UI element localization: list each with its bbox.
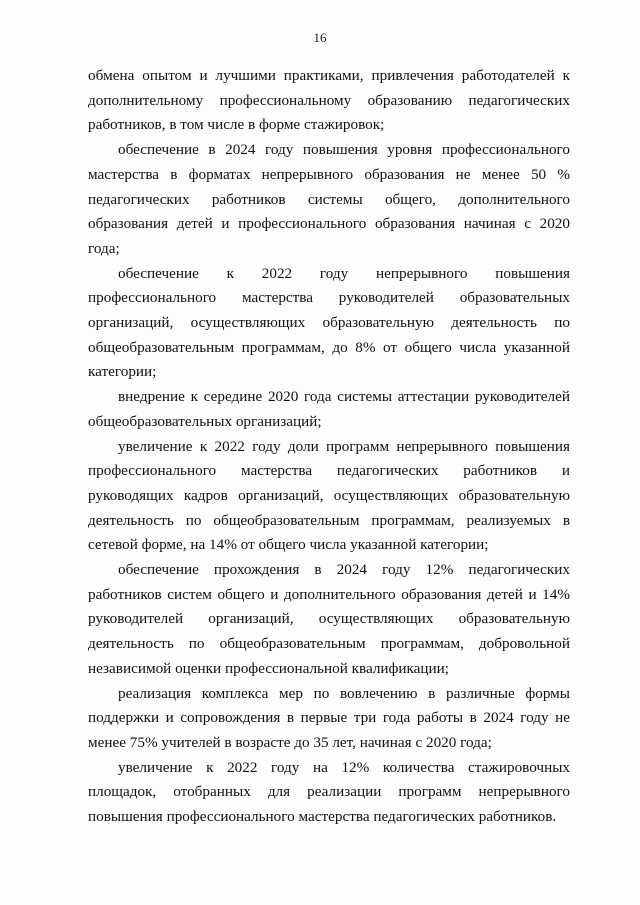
paragraph-item: увеличение к 2022 году на 12% количества стажировочных площадок, отобранных для реализации программ непрерывного повышения профессионального мастерства педагогических работников. [88,758,570,826]
paragraph-item: обеспечение в 2024 году повышения уровня профессионального мастерства в форматах непрерывного образования не менее 50 % педагогических работников системы общего, дополнительного образования детей и профессионального образования начиная с 2020 года; [88,141,570,257]
paragraph-continuation: обмена опытом и лучшими практиками, привлечения работодателей к дополнительному профессиональному образованию педагогических работников, в том числе в форме стажировок; [88,67,570,134]
paragraph-item: обеспечение к 2022 году непрерывного повышения профессионального мастерства руководителей образовательных организаций, осуществляющих образовательную деятельность по общеобразовательным программам, до 8% от общего числа указанной категории; [88,264,570,381]
page-number: 16 [313,30,327,45]
paragraph-item: реализация комплекса мер по вовлечению в различные формы поддержки и сопровождения в первые три года работы в 2024 году не менее 75% учителей в возрасте до 35 лет, начиная с 2020 года; [88,684,570,751]
paragraph-item: внедрение к середине 2020 года системы аттестации руководителей общеобразовательных организаций; [88,388,570,430]
paragraph-item: обеспечение прохождения в 2024 году 12% педагогических работников систем общего и дополнительного образования детей и 14% руководителей организаций, осуществляющих образовательную деятельность по общеобразовательным программам, добровольной независимой оценки профессиональной квалификации; [88,561,570,677]
paragraph-item: увеличение к 2022 году доли программ непрерывного повышения профессионального мастерства педагогических работников и руководящих кадров организаций, осуществляющих образовательную деятельность по общеобразовательным программам, реализуемых в сетевой форме, на 14% от общего числа указанной категории; [88,437,570,554]
document-body [88,64,570,830]
